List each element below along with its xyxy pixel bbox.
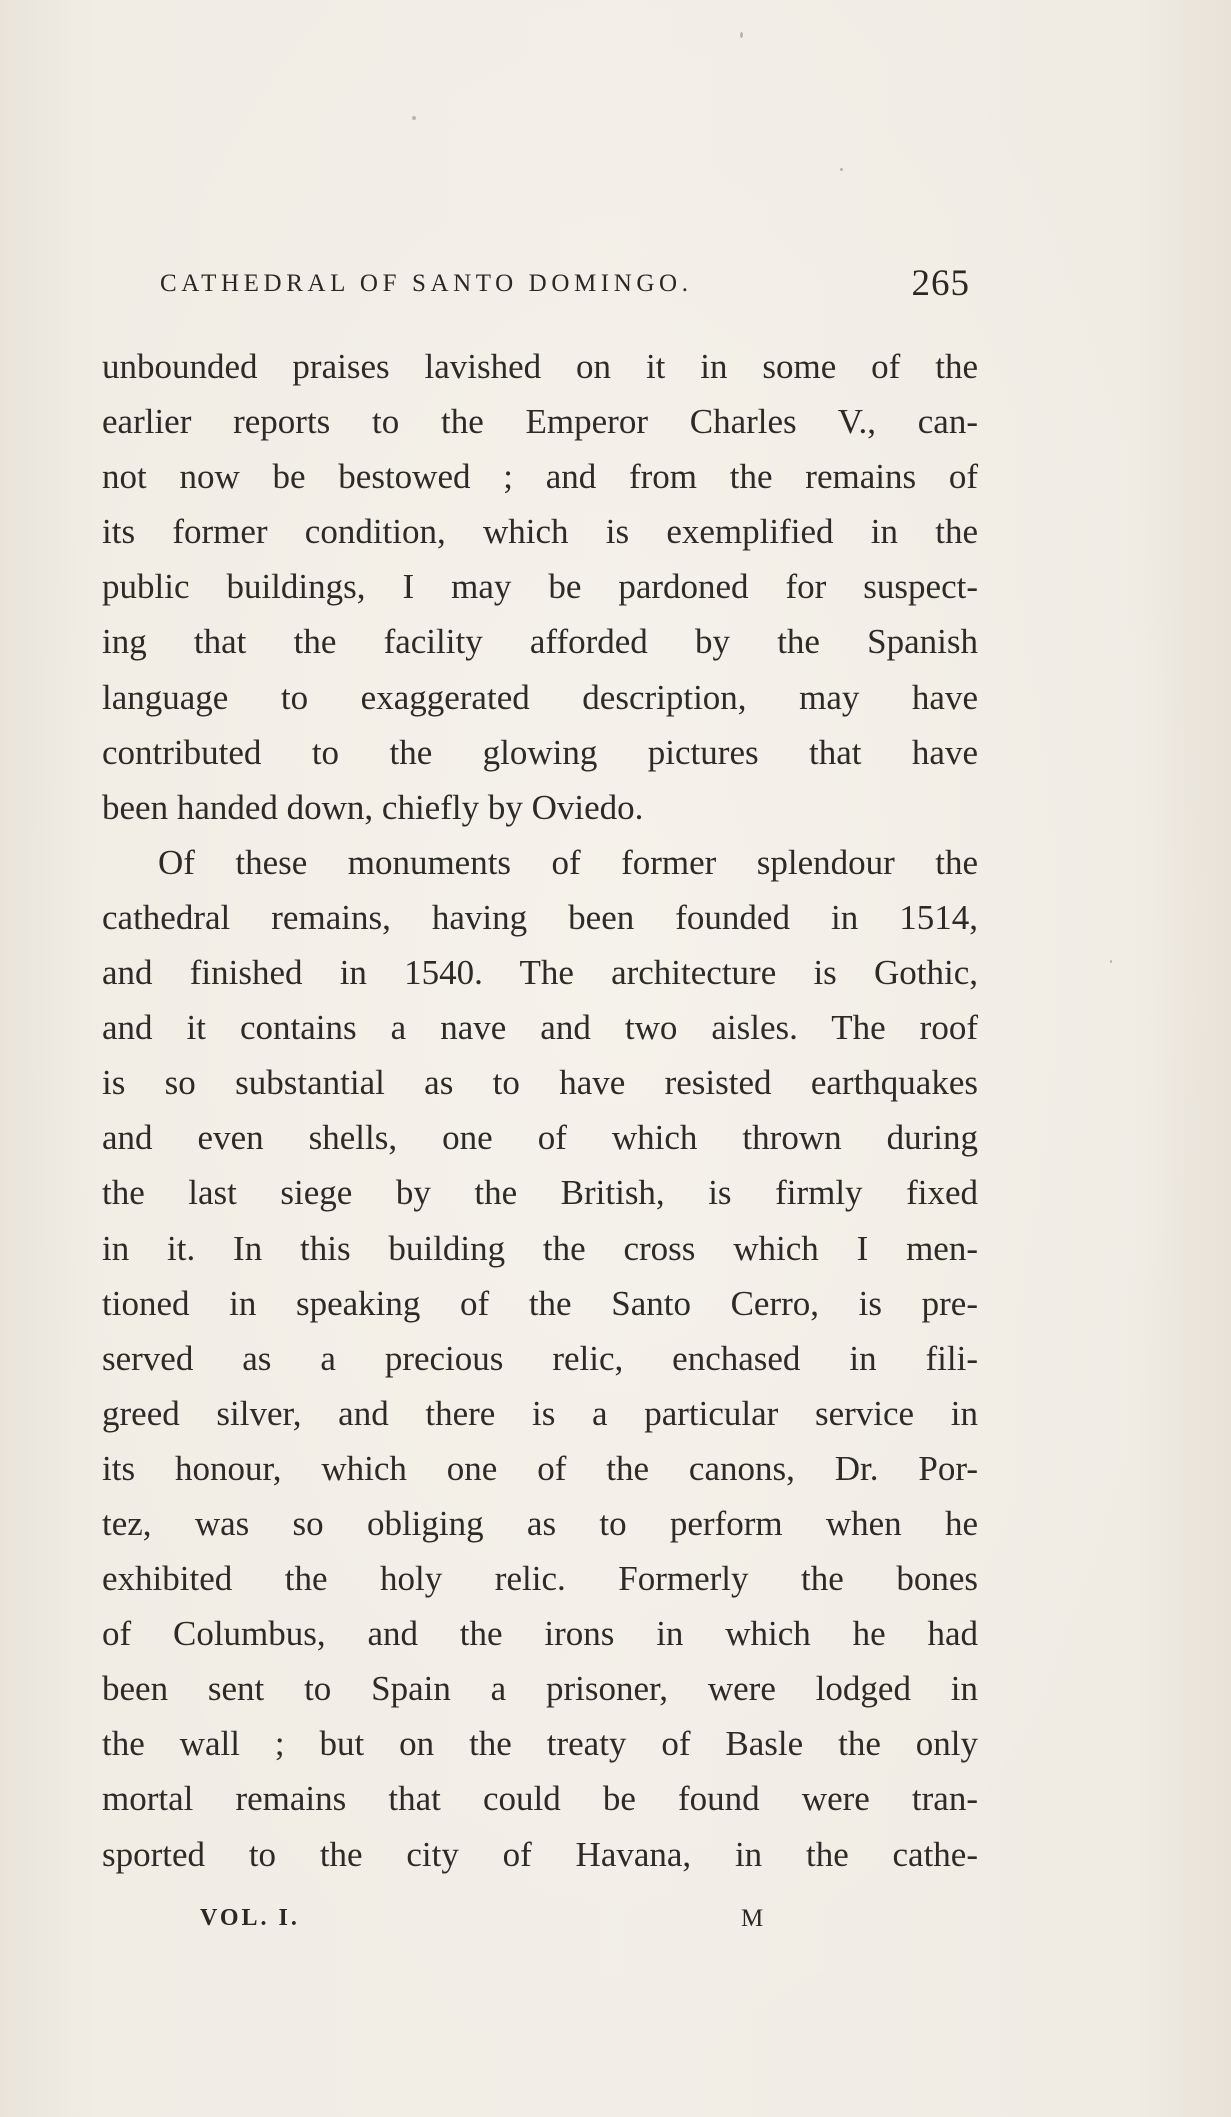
- body-text: [102, 339, 978, 1882]
- text-line: not now be bestowed ; and from the remains of: [102, 457, 978, 497]
- text-line: ing that the facility afforded by the Spanish: [102, 622, 978, 662]
- text-line: its honour, which one of the canons, Dr. Por-: [102, 1448, 978, 1488]
- text-line: and finished in 1540. The architecture is Gothic,: [102, 953, 978, 993]
- text-line: the wall ; but on the treaty of Basle the only: [102, 1724, 978, 1764]
- text-line: tez, was so obliging as to perform when he: [102, 1503, 978, 1543]
- text-line: greed silver, and there is a particular service in: [102, 1393, 978, 1433]
- text-line: been sent to Spain a prisoner, were lodged in: [102, 1669, 978, 1709]
- text-line: its former condition, which is exemplified in the: [102, 512, 978, 552]
- text-line: cathedral remains, having been founded in 1514,: [102, 897, 978, 937]
- signature-mark: M: [741, 1905, 765, 1932]
- text-line: public buildings, I may be pardoned for suspect-: [102, 567, 978, 607]
- text-line: exhibited the holy relic. Formerly the bones: [102, 1559, 978, 1599]
- running-head: CATHEDRAL OF SANTO DOMINGO.: [160, 270, 693, 297]
- paper-speck: [740, 32, 743, 38]
- text-line: earlier reports to the Emperor Charles V., can-: [102, 402, 978, 442]
- volume-mark: VOL. I.: [200, 1905, 300, 1931]
- text-line: tioned in speaking of the Santo Cerro, is pre-: [102, 1283, 978, 1323]
- text-line: and even shells, one of which thrown during: [102, 1118, 978, 1158]
- page-number: 265: [911, 263, 970, 304]
- page-header: [160, 262, 970, 312]
- text-line: is so substantial as to have resisted earthquakes: [102, 1063, 978, 1103]
- text-line: in it. In this building the cross which I men-: [102, 1228, 978, 1268]
- text-line: of Columbus, and the irons in which he had: [102, 1614, 978, 1654]
- paper-speck: [412, 116, 416, 120]
- text-line: served as a precious relic, enchased in fili-: [102, 1338, 978, 1378]
- text-line: Of these monuments of former splendour the: [158, 842, 978, 882]
- text-line: unbounded praises lavished on it in some of the: [102, 347, 978, 386]
- text-line: been handed down, chiefly by Oviedo.: [102, 787, 644, 827]
- text-line: language to exaggerated description, may have: [102, 677, 978, 717]
- text-line: sported to the city of Havana, in the cathe-: [102, 1834, 978, 1874]
- paper-speck: [1110, 960, 1112, 963]
- paper-speck: [840, 168, 843, 171]
- text-line: the last siege by the British, is firmly fixed: [102, 1173, 978, 1213]
- text-line: contributed to the glowing pictures that have: [102, 732, 978, 772]
- text-line: mortal remains that could be found were tran-: [102, 1779, 978, 1819]
- text-line: and it contains a nave and two aisles. The roof: [102, 1008, 978, 1048]
